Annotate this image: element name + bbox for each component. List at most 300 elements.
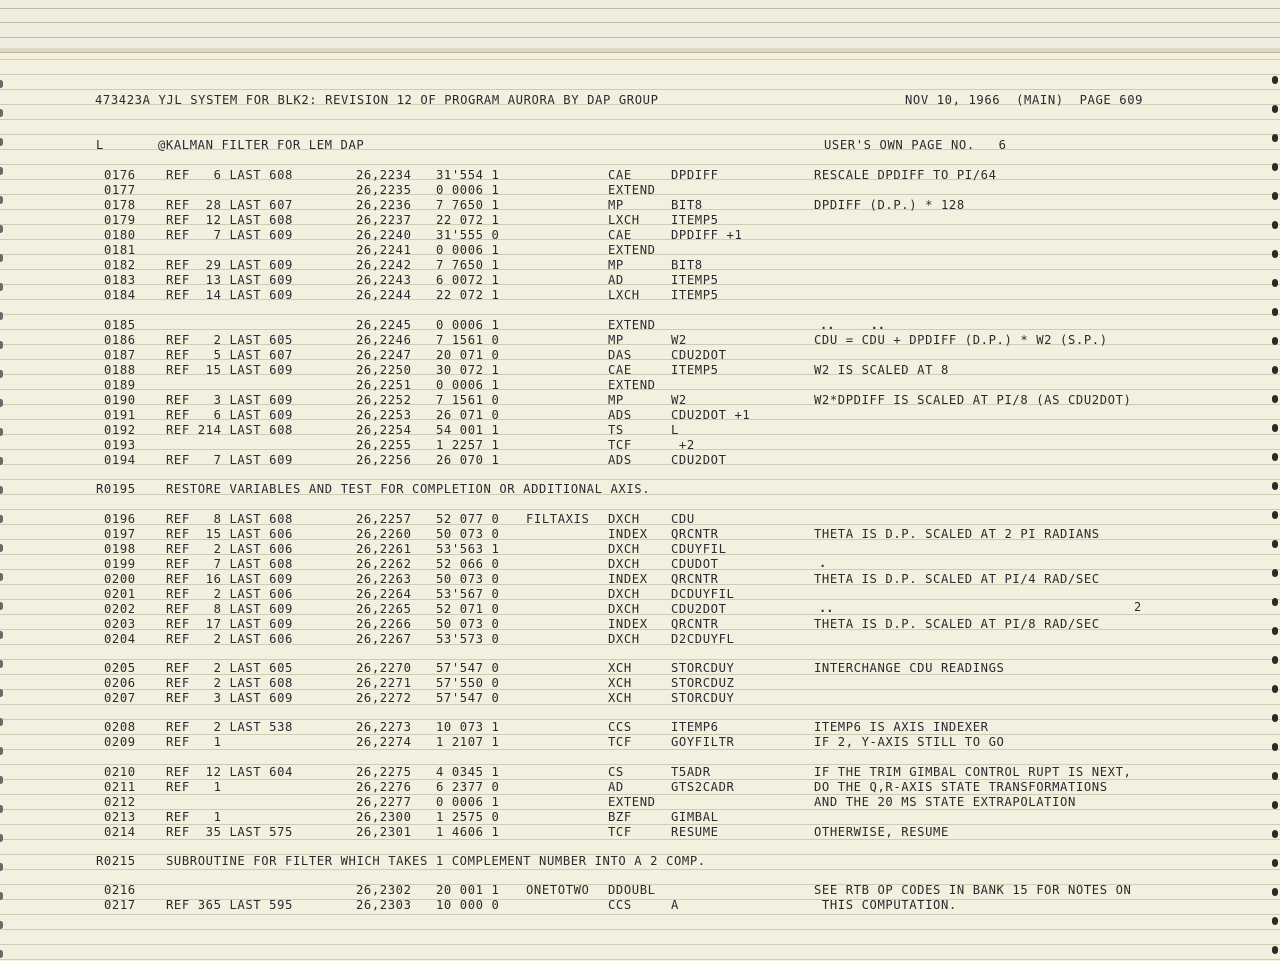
opcode: EXTEND: [608, 795, 656, 809]
derivative-dot: .: [819, 556, 827, 570]
operand: GOYFILTR: [671, 735, 735, 749]
address: 26,2247: [356, 348, 412, 362]
derivative-dots: .. ..: [820, 318, 886, 332]
listing-row: [0, 348, 1280, 363]
operand: +2: [671, 438, 695, 452]
octal-word: 20 001 1: [436, 883, 500, 897]
opcode: EXTEND: [608, 243, 656, 257]
operand: DPDIFF +1: [671, 228, 743, 242]
line-number: 0204: [104, 632, 136, 646]
operand: ITEMP5: [671, 273, 719, 287]
opcode: INDEX: [608, 572, 648, 586]
listing-row: [0, 288, 1280, 303]
octal-word: 50 073 0: [436, 572, 500, 586]
comment: DPDIFF (D.P.) * 128: [814, 198, 965, 212]
reference: REF 15 LAST 606: [166, 527, 293, 541]
reference: REF 2 LAST 606: [166, 542, 293, 556]
octal-word: 53'573 0: [436, 632, 500, 646]
listing-row: [0, 883, 1280, 898]
comment: SEE RTB OP CODES IN BANK 15 FOR NOTES ON: [814, 883, 1132, 897]
comment: OTHERWISE, RESUME: [814, 825, 949, 839]
operand: A: [671, 898, 679, 912]
reference: REF 8 LAST 609: [166, 602, 293, 616]
octal-word: 52 077 0: [436, 512, 500, 526]
line-number: 0178: [104, 198, 136, 212]
octal-word: 22 072 1: [436, 288, 500, 302]
line-number: 0183: [104, 273, 136, 287]
rule-line: [0, 22, 1280, 23]
octal-word: 0 0006 1: [436, 795, 500, 809]
listing-row: [0, 363, 1280, 378]
operand: STORCDUZ: [671, 676, 735, 690]
address: 26,2277: [356, 795, 412, 809]
comment: W2 IS SCALED AT 8: [814, 363, 949, 377]
address: 26,2302: [356, 883, 412, 897]
opcode: MP: [608, 198, 624, 212]
octal-word: 1 2575 0: [436, 810, 500, 824]
octal-word: 1 2257 1: [436, 438, 500, 452]
reference: REF 12 LAST 608: [166, 213, 293, 227]
operand: RESUME: [671, 825, 719, 839]
operand: GIMBAL: [671, 810, 719, 824]
opcode: EXTEND: [608, 378, 656, 392]
operand: CDU2DOT: [671, 348, 727, 362]
listing-row: [0, 228, 1280, 243]
opcode: DXCH: [608, 557, 640, 571]
feed-hole: [1272, 946, 1278, 954]
reference: REF 1: [166, 735, 222, 749]
line-number: 0217: [104, 898, 136, 912]
listing-title: 473423A YJL SYSTEM FOR BLK2: REVISION 12 OF PROGRAM AURORA BY DAP GROUP: [95, 93, 659, 107]
line-number: 0179: [104, 213, 136, 227]
line-number: 0202: [104, 602, 136, 616]
octal-word: 31'555 0: [436, 228, 500, 242]
address: 26,2271: [356, 676, 412, 690]
line-number: 0188: [104, 363, 136, 377]
line-number: 0208: [104, 720, 136, 734]
remark-text: SUBROUTINE FOR FILTER WHICH TAKES 1 COMPLEMENT NUMBER INTO A 2 COMP.: [166, 854, 706, 868]
operand: CDU: [671, 512, 695, 526]
operand: CDUYFIL: [671, 542, 727, 556]
operand: L: [671, 423, 679, 437]
reference: REF 6 LAST 609: [166, 408, 293, 422]
octal-word: 52 071 0: [436, 602, 500, 616]
opcode: ADS: [608, 453, 632, 467]
listing-row: [0, 408, 1280, 423]
operand: STORCDUY: [671, 661, 735, 675]
listing-row: [0, 542, 1280, 557]
line-number: 0187: [104, 348, 136, 362]
reference: REF 14 LAST 609: [166, 288, 293, 302]
address: 26,2257: [356, 512, 412, 526]
opcode: MP: [608, 393, 624, 407]
line-number: 0196: [104, 512, 136, 526]
comment: W2*DPDIFF IS SCALED AT PI/8 (AS CDU2DOT): [814, 393, 1132, 407]
exponent-mark: 2: [1134, 600, 1142, 614]
opcode: DXCH: [608, 512, 640, 526]
listing-row: [0, 168, 1280, 183]
address: 26,2254: [356, 423, 412, 437]
address: 26,2244: [356, 288, 412, 302]
comment: DO THE Q,R-AXIS STATE TRANSFORMATIONS: [814, 780, 1108, 794]
label: FILTAXIS: [526, 512, 590, 526]
feed-hole: [1272, 482, 1278, 490]
address: 26,2252: [356, 393, 412, 407]
address: 26,2246: [356, 333, 412, 347]
opcode: INDEX: [608, 527, 648, 541]
address: 26,2235: [356, 183, 412, 197]
feed-hole: [0, 950, 3, 958]
operand: ITEMP5: [671, 288, 719, 302]
listing-row: [0, 318, 1280, 333]
opcode: TCF: [608, 438, 632, 452]
address: 26,2303: [356, 898, 412, 912]
address: 26,2262: [356, 557, 412, 571]
feed-hole: [0, 80, 3, 88]
opcode: ADS: [608, 408, 632, 422]
opcode: LXCH: [608, 213, 640, 227]
listing-row: [0, 676, 1280, 691]
reference: REF 7 LAST 609: [166, 453, 293, 467]
remark-number: R0195: [96, 482, 136, 496]
operand: STORCDUY: [671, 691, 735, 705]
opcode: CAE: [608, 363, 632, 377]
address: 26,2241: [356, 243, 412, 257]
line-number: 0206: [104, 676, 136, 690]
reference: REF 365 LAST 595: [166, 898, 293, 912]
listing-row: [0, 617, 1280, 632]
line-number: 0201: [104, 587, 136, 601]
address: 26,2261: [356, 542, 412, 556]
comment: AND THE 20 MS STATE EXTRAPOLATION: [814, 795, 1076, 809]
reference: REF 1: [166, 810, 222, 824]
operand: ITEMP6: [671, 720, 719, 734]
octal-word: 57'547 0: [436, 661, 500, 675]
reference: REF 2 LAST 606: [166, 632, 293, 646]
octal-word: 6 0072 1: [436, 273, 500, 287]
opcode: EXTEND: [608, 183, 656, 197]
operand: ITEMP5: [671, 363, 719, 377]
opcode: TCF: [608, 825, 632, 839]
address: 26,2251: [356, 378, 412, 392]
address: 26,2256: [356, 453, 412, 467]
page-flag: L: [96, 138, 104, 152]
address: 26,2234: [356, 168, 412, 182]
feed-hole: [0, 486, 3, 494]
opcode: XCH: [608, 691, 632, 705]
line-number: 0210: [104, 765, 136, 779]
listing-row: [0, 810, 1280, 825]
operand: CDU2DOT: [671, 453, 727, 467]
octal-word: 0 0006 1: [436, 243, 500, 257]
octal-word: 30 072 1: [436, 363, 500, 377]
address: 26,2260: [356, 527, 412, 541]
address: 26,2274: [356, 735, 412, 749]
reference: REF 7 LAST 608: [166, 557, 293, 571]
reference: REF 2 LAST 608: [166, 676, 293, 690]
operand: CDU2DOT +1: [671, 408, 751, 422]
comment: ITEMP6 IS AXIS INDEXER: [814, 720, 989, 734]
octal-word: 7 7650 1: [436, 258, 500, 272]
listing-row: [0, 423, 1280, 438]
feed-hole: [0, 921, 3, 929]
octal-word: 0 0006 1: [436, 378, 500, 392]
remark-number: R0215: [96, 854, 136, 868]
octal-word: 4 0345 1: [436, 765, 500, 779]
operand: W2: [671, 393, 687, 407]
line-number: 0198: [104, 542, 136, 556]
octal-word: 1 2107 1: [436, 735, 500, 749]
octal-word: 10 073 1: [436, 720, 500, 734]
line-number: 0190: [104, 393, 136, 407]
listing-row: [0, 587, 1280, 602]
opcode: CAE: [608, 168, 632, 182]
reference: REF 3 LAST 609: [166, 393, 293, 407]
listing-row: [0, 572, 1280, 587]
line-number: 0182: [104, 258, 136, 272]
octal-word: 57'547 0: [436, 691, 500, 705]
line-number: 0213: [104, 810, 136, 824]
comment: IF THE TRIM GIMBAL CONTROL RUPT IS NEXT,: [814, 765, 1132, 779]
address: 26,2266: [356, 617, 412, 631]
feed-hole: [1272, 76, 1278, 84]
feed-hole: [0, 863, 3, 871]
listing-row: [0, 243, 1280, 258]
opcode: DAS: [608, 348, 632, 362]
line-number: 0176: [104, 168, 136, 182]
opcode: DDOUBL: [608, 883, 656, 897]
octal-word: 7 1561 0: [436, 393, 500, 407]
line-number: 0192: [104, 423, 136, 437]
opcode: XCH: [608, 676, 632, 690]
octal-word: 10 000 0: [436, 898, 500, 912]
octal-word: 57'550 0: [436, 676, 500, 690]
reference: REF 214 LAST 608: [166, 423, 293, 437]
address: 26,2237: [356, 213, 412, 227]
opcode: EXTEND: [608, 318, 656, 332]
address: 26,2263: [356, 572, 412, 586]
listing-row: [0, 258, 1280, 273]
address: 26,2301: [356, 825, 412, 839]
address: 26,2240: [356, 228, 412, 242]
line-number: 0177: [104, 183, 136, 197]
reference: REF 17 LAST 609: [166, 617, 293, 631]
line-number: 0194: [104, 453, 136, 467]
line-number: 0193: [104, 438, 136, 452]
listing-row: [0, 632, 1280, 647]
reference: REF 12 LAST 604: [166, 765, 293, 779]
listing-row: [0, 825, 1280, 840]
octal-word: 7 1561 0: [436, 333, 500, 347]
reference: REF 2 LAST 605: [166, 661, 293, 675]
operand: W2: [671, 333, 687, 347]
line-number: 0189: [104, 378, 136, 392]
comment: THIS COMPUTATION.: [814, 898, 957, 912]
opcode: MP: [608, 258, 624, 272]
rule-line: [0, 8, 1280, 9]
opcode: TCF: [608, 735, 632, 749]
listing-row: [0, 527, 1280, 542]
operand: QRCNTR: [671, 617, 719, 631]
comment: IF 2, Y-AXIS STILL TO GO: [814, 735, 1005, 749]
listing-row: [0, 795, 1280, 810]
address: 26,2267: [356, 632, 412, 646]
opcode: CCS: [608, 720, 632, 734]
operand: DCDUYFIL: [671, 587, 735, 601]
reference: REF 1: [166, 780, 222, 794]
operand: QRCNTR: [671, 527, 719, 541]
opcode: DXCH: [608, 602, 640, 616]
line-number: 0181: [104, 243, 136, 257]
opcode: INDEX: [608, 617, 648, 631]
derivative-dots: ..: [819, 601, 834, 615]
listing-row: [0, 557, 1280, 572]
address: 26,2300: [356, 810, 412, 824]
comment: RESCALE DPDIFF TO PI/64: [814, 168, 997, 182]
line-number: 0184: [104, 288, 136, 302]
listing-row: [0, 602, 1280, 617]
octal-word: 0 0006 1: [436, 183, 500, 197]
reference: REF 28 LAST 607: [166, 198, 293, 212]
rule-line: [0, 37, 1280, 38]
operand: ITEMP5: [671, 213, 719, 227]
address: 26,2245: [356, 318, 412, 332]
label: ONETOTWO: [526, 883, 590, 897]
date-page: NOV 10, 1966 (MAIN) PAGE 609: [905, 93, 1144, 107]
comment: THETA IS D.P. SCALED AT 2 PI RADIANS: [814, 527, 1100, 541]
users-page-number: USER'S OWN PAGE NO. 6: [824, 138, 1007, 152]
address: 26,2250: [356, 363, 412, 377]
line-number: 0214: [104, 825, 136, 839]
address: 26,2273: [356, 720, 412, 734]
operand: T5ADR: [671, 765, 711, 779]
address: 26,2264: [356, 587, 412, 601]
listing-row: [0, 183, 1280, 198]
opcode: AD: [608, 780, 624, 794]
operand: DPDIFF: [671, 168, 719, 182]
reference: REF 6 LAST 608: [166, 168, 293, 182]
reference: REF 29 LAST 609: [166, 258, 293, 272]
address: 26,2265: [356, 602, 412, 616]
operand: BIT8: [671, 198, 703, 212]
opcode: DXCH: [608, 632, 640, 646]
line-number: 0211: [104, 780, 136, 794]
feed-hole: [0, 138, 3, 146]
comment: THETA IS D.P. SCALED AT PI/4 RAD/SEC: [814, 572, 1100, 586]
operand: CDUDOT: [671, 557, 719, 571]
listing-row: [0, 512, 1280, 527]
listing-row: [0, 735, 1280, 750]
listing-row: [0, 333, 1280, 348]
comment: CDU = CDU + DPDIFF (D.P.) * W2 (S.P.): [814, 333, 1108, 347]
listing-row: [0, 378, 1280, 393]
address: 26,2255: [356, 438, 412, 452]
octal-word: 31'554 1: [436, 168, 500, 182]
listing-row: [0, 198, 1280, 213]
address: 26,2272: [356, 691, 412, 705]
line-number: 0200: [104, 572, 136, 586]
listing-row: [0, 765, 1280, 780]
reference: REF 16 LAST 609: [166, 572, 293, 586]
line-number: 0199: [104, 557, 136, 571]
reference: REF 2 LAST 606: [166, 587, 293, 601]
octal-word: 54 001 1: [436, 423, 500, 437]
opcode: CCS: [608, 898, 632, 912]
octal-word: 22 072 1: [436, 213, 500, 227]
listing-row: [0, 213, 1280, 228]
line-number: 0180: [104, 228, 136, 242]
feed-hole: [1272, 134, 1278, 142]
octal-word: 1 4606 1: [436, 825, 500, 839]
line-number: 0191: [104, 408, 136, 422]
section-title: @KALMAN FILTER FOR LEM DAP: [158, 138, 365, 152]
operand: BIT8: [671, 258, 703, 272]
opcode: DXCH: [608, 587, 640, 601]
octal-word: 50 073 0: [436, 617, 500, 631]
line-number: 0207: [104, 691, 136, 705]
opcode: MP: [608, 333, 624, 347]
listing-row: [0, 273, 1280, 288]
octal-word: 53'567 0: [436, 587, 500, 601]
listing-row: [0, 438, 1280, 453]
operand: GTS2CADR: [671, 780, 735, 794]
line-number: 0205: [104, 661, 136, 675]
remark-text: RESTORE VARIABLES AND TEST FOR COMPLETION OR ADDITIONAL AXIS.: [166, 482, 651, 496]
octal-word: 50 073 0: [436, 527, 500, 541]
reference: REF 3 LAST 609: [166, 691, 293, 705]
address: 26,2275: [356, 765, 412, 779]
octal-word: 0 0006 1: [436, 318, 500, 332]
line-number: 0186: [104, 333, 136, 347]
address: 26,2236: [356, 198, 412, 212]
operand: CDU2DOT: [671, 602, 727, 616]
reference: REF 2 LAST 605: [166, 333, 293, 347]
reference: REF 5 LAST 607: [166, 348, 293, 362]
opcode: CAE: [608, 228, 632, 242]
opcode: AD: [608, 273, 624, 287]
octal-word: 6 2377 0: [436, 780, 500, 794]
reference: REF 35 LAST 575: [166, 825, 293, 839]
octal-word: 20 071 0: [436, 348, 500, 362]
listing-row: [0, 898, 1280, 913]
opcode: LXCH: [608, 288, 640, 302]
address: 26,2276: [356, 780, 412, 794]
opcode: CS: [608, 765, 624, 779]
line-number: 0197: [104, 527, 136, 541]
operand: QRCNTR: [671, 572, 719, 586]
octal-word: 53'563 1: [436, 542, 500, 556]
address: 26,2242: [356, 258, 412, 272]
listing-row: [0, 780, 1280, 795]
feed-hole: [0, 109, 3, 117]
listing-row: [0, 720, 1280, 735]
reference: REF 7 LAST 609: [166, 228, 293, 242]
line-number: 0185: [104, 318, 136, 332]
reference: REF 2 LAST 538: [166, 720, 293, 734]
feed-hole: [1272, 308, 1278, 316]
line-number: 0203: [104, 617, 136, 631]
feed-hole: [1272, 917, 1278, 925]
comment: THETA IS D.P. SCALED AT PI/8 RAD/SEC: [814, 617, 1100, 631]
feed-hole: [1272, 105, 1278, 113]
comment: INTERCHANGE CDU READINGS: [814, 661, 1005, 675]
octal-word: 26 070 1: [436, 453, 500, 467]
operand: D2CDUYFL: [671, 632, 735, 646]
octal-word: 26 071 0: [436, 408, 500, 422]
listing-row: [0, 691, 1280, 706]
opcode: BZF: [608, 810, 632, 824]
perforation-fold: [0, 48, 1280, 53]
